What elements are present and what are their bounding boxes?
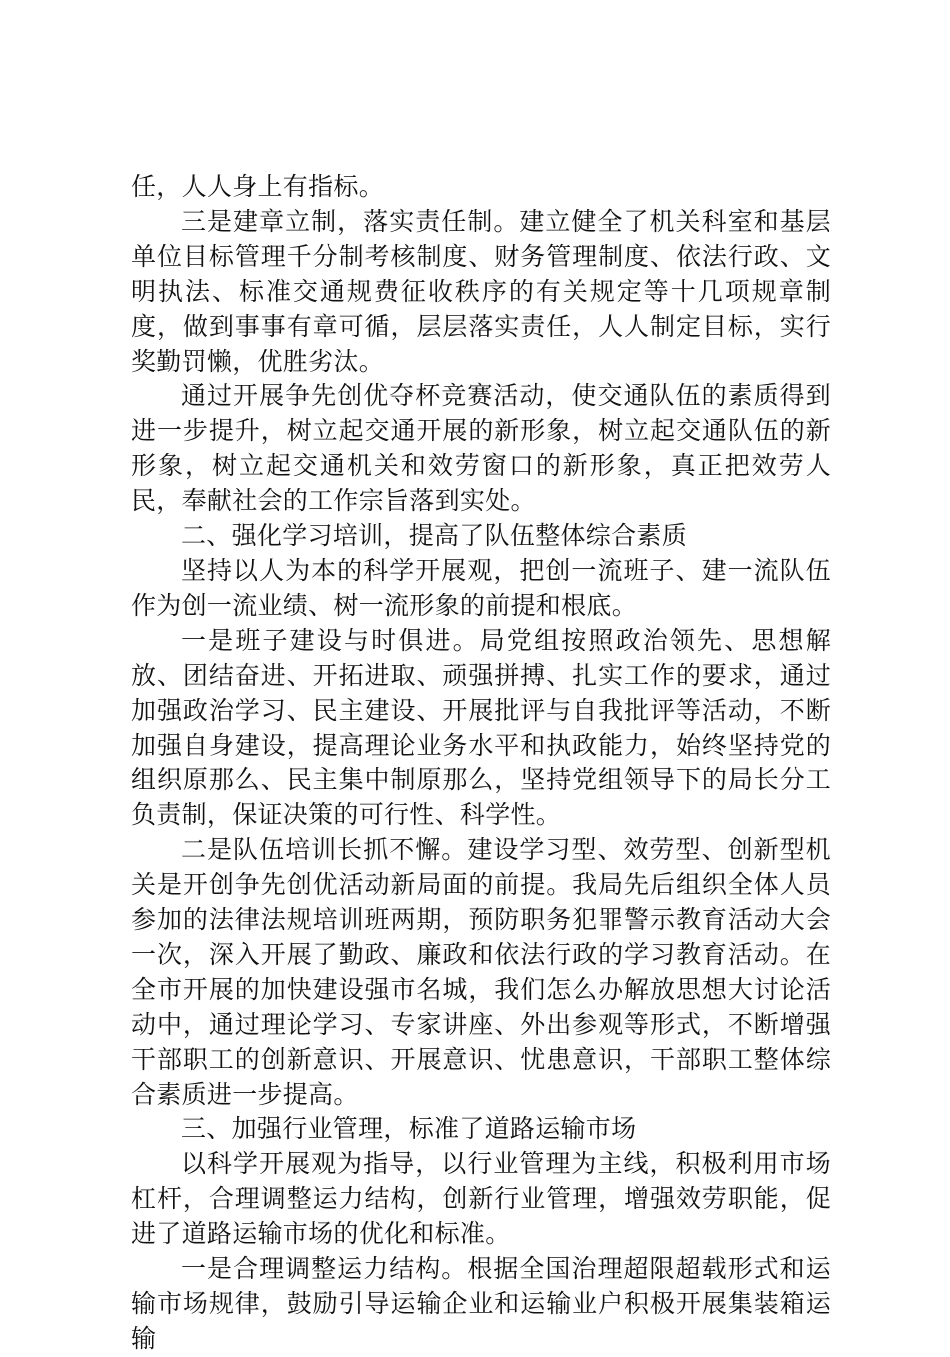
paragraph-5: 坚持以人为本的科学开展观，把创一流班子、建一流队伍作为创一流业绩、树一流形象的前提和根底。 <box>131 555 831 620</box>
paragraph-7: 二是队伍培训长抓不懈。建设学习型、效劳型、创新型机关是开创争先创优活动新局面的前提。我局先后组织全体人员参加的法律法规培训班两期，预防职务犯罪警示教育活动大会一次，深入开展了勤政、廉政和依法行政的学习教育活动。在全市开展的加快建设强市名城，我们怎么办解放思想大讨论活动中，通过理论学习、专家讲座、外出参观等形式，不断增强干部职工的创新意识、开展意识、忧患意识，干部职工整体综合素质进一步提高。 <box>131 835 831 1109</box>
paragraph-10: 一是合理调整运力结构。根据全国治理超限超载形式和运输市场规律，鼓励引导运输企业和运输业户积极开展集装箱运输 <box>131 1254 831 1353</box>
document-page <box>131 170 831 1357</box>
section-heading-2: 二、强化学习培训，提高了队伍整体综合素质 <box>181 521 688 551</box>
paragraph-6: 一是班子建设与时俱进。局党组按照政治领先、思想解放、团结奋进、开拓进取、顽强拼搏、扎实工作的要求，通过加强政治学习、民主建设、开展批评与自我批评等活动，不断加强自身建设，提高理论业务水平和执政能力，始终坚持党的组织原那么、民主集中制原那么，坚持党组领导下的局长分工负责制，保证决策的可行性、科学性。 <box>131 625 831 830</box>
paragraph-2: 三是建章立制，落实责任制。建立健全了机关科室和基层单位目标管理千分制考核制度、财务管理制度、依法行政、文明执法、标准交通规费征收秩序的有关规定等十几项规章制度，做到事事有章可循，层层落实责任，人人制定目标，实行奖勤罚懒，优胜劣汰。 <box>131 206 831 376</box>
paragraph-9: 以科学开展观为指导，以行业管理为主线，积极利用市场杠杆，合理调整运力结构，创新行业管理，增强效劳职能，促进了道路运输市场的优化和标准。 <box>131 1149 831 1249</box>
paragraph-1: 任，人人身上有指标。 <box>131 172 385 201</box>
paragraph-3: 通过开展争先创优夺杯竞赛活动，使交通队伍的素质得到进一步提升，树立起交通开展的新形象，树立起交通队伍的新形象，树立起交通机关和效劳窗口的新形象，真正把效劳人民，奉献社会的工作宗旨落到实处。 <box>131 381 831 516</box>
section-heading-3: 三、加强行业管理，标准了道路运输市场 <box>181 1114 637 1144</box>
